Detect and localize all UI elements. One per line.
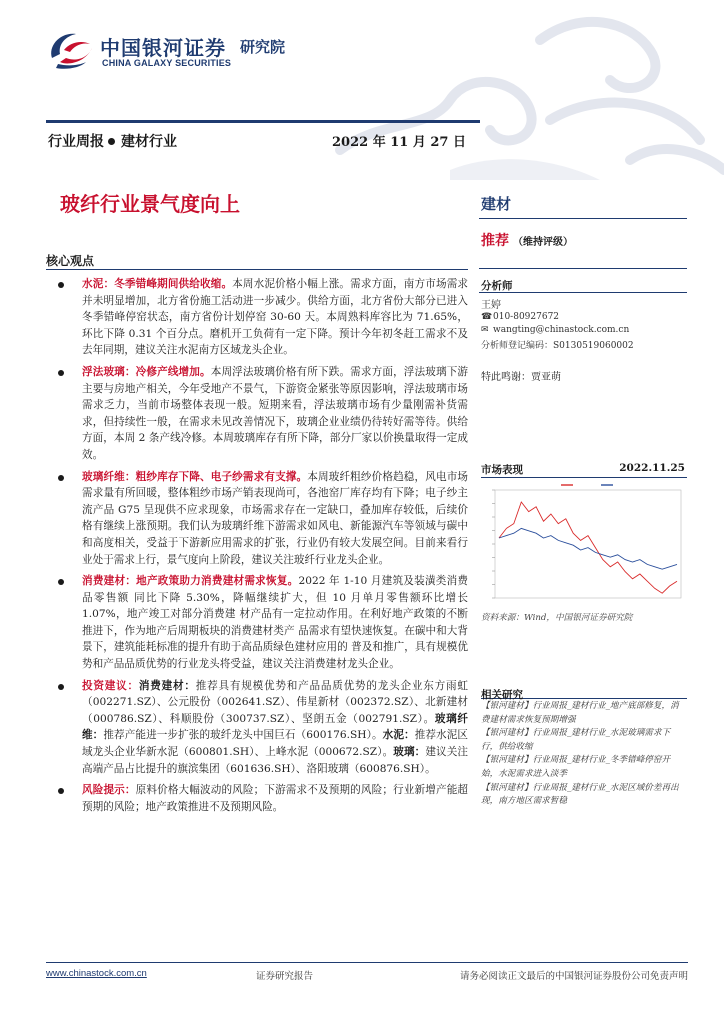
brand-name-en: CHINA GALAXY SECURITIES [102,58,232,68]
bullet-label: 浮法玻璃： [82,365,136,378]
report-type: 行业周报 [48,134,104,150]
bullet-risk [46,782,468,815]
related-research-list [481,700,687,809]
related-research-item[interactable]: 【银河建材】行业周报_建材行业_地产底部修复，消费建材需求恢复预期增强 [481,701,679,725]
core-views-list [46,276,468,820]
brand-name-cn: 中国银河证券 [100,36,226,60]
core-views-heading: 核心观点 [46,250,468,270]
brand-logo [46,26,336,74]
rating-note: （维持评级） [513,237,573,248]
related-research-item[interactable]: 【银河建材】行业周报_建材行业_冬季错峰停窑开始，水泥需求进入淡季 [481,755,671,779]
footer-url-link[interactable]: www.chinastock.com.cn [46,968,147,979]
bullet-dot-icon [58,579,64,585]
bullet-sub-label: 消费建材： [138,679,196,692]
bullet-headline: 冬季错峰期间供给收缩。 [114,278,233,290]
market-date: 2022.11.25 [619,462,685,474]
chart-source: 资料来源：Wind，中国银河证券研究院 [481,613,633,623]
analyst-license: 分析师登记编码：S0130519060002 [481,341,634,351]
bullet-label: 投资建议： [82,679,139,692]
report-title: 玻纤行业景气度向上 [60,192,240,216]
bullet-label: 玻璃纤维： [82,470,136,483]
footer-disclaimer: 请务必阅读正文最后的中国银河证券股份公司免责声明 [459,971,688,982]
divider [479,292,687,293]
bullet-headline: 粗纱库存下降、电子纱需求有支撑。 [135,470,308,483]
galaxy-logo-icon [46,28,96,70]
bullet-label: 消费建材： [82,575,137,588]
sector-name: 建材 [481,195,512,213]
phone-icon: ☎ [481,312,493,322]
bullet-sub-label: 水泥： [382,729,415,742]
bullet-headline: 地产政策助力消费建材需求恢复。 [136,575,299,588]
bullet-dot-icon [58,475,64,481]
bullet-body: 本周水泥价格小幅上涨。需求方面，南方市场需求并未明显增加，北方省份施工活动进一步减少。供给方面，北方省份大部分已进入冬季错峰停窑状态，南方省份计划停窑 30-60 天。本周熟料库容比为 71.65%，环比下降 0.31 个百分点。磨机开工负荷有一定下降。预计今年初冬赶工需求不及去年同期，建议关注水泥南方区域龙头企业。 [82,278,469,357]
bullet-dot-icon [58,684,64,690]
related-research-item[interactable]: 【银河建材】行业周报_建材行业_水泥玻璃需求下行，供给收缩 [481,728,671,752]
related-research-heading: 相关研究 [481,683,687,699]
report-date: 2022 年 11 月 27 日 [332,135,466,150]
bullet-body: 建议关注高端产品占比提升的旗滨集团（601636.SH）、洛阳玻璃（600876.SH）。 [82,746,469,775]
bullet-sub-label: 玻璃： [393,746,426,759]
chart-frame [495,490,681,598]
bullet-investment-advice [46,678,468,778]
bullet-cement [46,276,468,359]
footer-doc-type: 证券研究报告 [256,971,314,982]
email-icon: ✉ [481,325,489,335]
separator-dot-icon [108,138,115,145]
market-performance-heading: 市场表现 2022.11.25 [481,462,685,476]
bullet-dot-icon [58,788,64,794]
analyst-name: 王婷 [481,300,501,311]
analyst-heading: 分析师 [481,280,513,292]
bullet-body: 原料价格大幅波动的风险；下游需求不及预期的风险；行业新增产能超预期的风险；地产政策推进不及预期风险。 [82,784,469,813]
report-industry: 建材行业 [121,134,177,150]
bullet-body: 本周玻纤粗纱价格趋稳，风电市场需求量有所回暖，整体粗纱市场产销表现尚可，各池窑厂库存均有下降；电子纱主流产品 G75 呈现供不应求现象，市场需求存在一定缺口，叠加库存较低，后续价格有继续上涨预期。我们认为玻璃纤维下游需求如风电、新能源汽车等领域与碳中和高度相关，受益于下游新应用需求的扩张，行业仍有较大发展空间。目前来看行业处于需求上行，景气度向上阶段，建议关注玻纤行业龙头企业。 [82,470,469,566]
bullet-dot-icon [58,370,64,376]
divider [479,218,687,219]
bullet-label: 水泥： [82,278,115,290]
series-line-1 [499,528,677,569]
bullet-consumer-materials [46,573,468,673]
related-research-item[interactable]: 【银河建材】行业周报_建材行业_水泥区域价差再出现，南方地区需求暂稳 [481,782,679,807]
bullet-dot-icon [58,282,64,288]
bullet-body: 推荐具有规模优势和产品品质优势的龙头企业东方雨虹（002271.SZ）、公元股份（002641.SZ）、伟星新材（002372.SZ）、北新建材（000786.SZ）、科顺股份（300737.SZ）、坚朗五金（002791.SZ）。 [82,679,469,725]
rating [481,230,573,250]
analyst-phone: ☎010-80927672 [481,312,560,322]
report-category [48,131,177,151]
bullet-float-glass [46,364,468,464]
bullet-sub-label: 玻璃纤维： [82,712,468,742]
bullet-body: 推荐产能进一步扩张的玻纤龙头中国巨石（600176.SH）。 [103,729,383,742]
cloud-decoration-icon [300,0,724,190]
acknowledgement: 特此鸣谢：贾亚萌 [481,372,561,383]
bullet-body: 本周浮法玻璃价格有所下跌。需求方面，浮法玻璃下游主要与房地产相关，今年受地产不景气，下游资金紧张等原因影响，浮法玻璃市场需求乏力，当前市场整体表现一般。短期来看，浮法玻璃市场有少量刚需补货需求，但持续性一般，在需求未见改善情况下，玻璃企业业绩仍待转好需等待。供给方面，本周 2 条产线冷修。本周玻璃库存有所下降，部分厂家以价换量取得一定成效。 [82,365,469,461]
divider [479,268,687,269]
analyst-email[interactable]: ✉ wangting@chinastock.com.cn [481,325,630,335]
report-meta-bar [46,120,480,158]
bullet-body: 2022 年 1-10 月建筑及装潢类消费品零售额 同比下降 5.30%，降幅继续扩大，但 10 月单月零售额环比增长 1.07%，地产竣工对部分消费建 材产品有一定拉动作用。在利好地产政策的不断推进下，作为地产后周期板块的消费建材类产 品需求有望快速恢复。在碳中和大背景下，建筑能耗标准的提升有助于高品质绿色建材应用的 普及和推广，具有规模优势和产品品质优势的行业龙头将受益，建议关注消费建材龙头企业。 [82,575,469,671]
bullet-headline: 冷修产线增加。 [135,365,211,378]
bullet-label: 风险提示： [82,784,136,797]
brand-department: 研究院 [240,38,286,56]
market-performance-chart [481,480,687,608]
page-footer [46,962,688,984]
bullet-glass-fiber [46,469,468,569]
rating-value: 推荐 [481,233,509,249]
bullet-body: 推荐水泥区域龙头企业华新水泥（600801.SH）、上峰水泥（000672.SZ）。 [82,729,469,759]
